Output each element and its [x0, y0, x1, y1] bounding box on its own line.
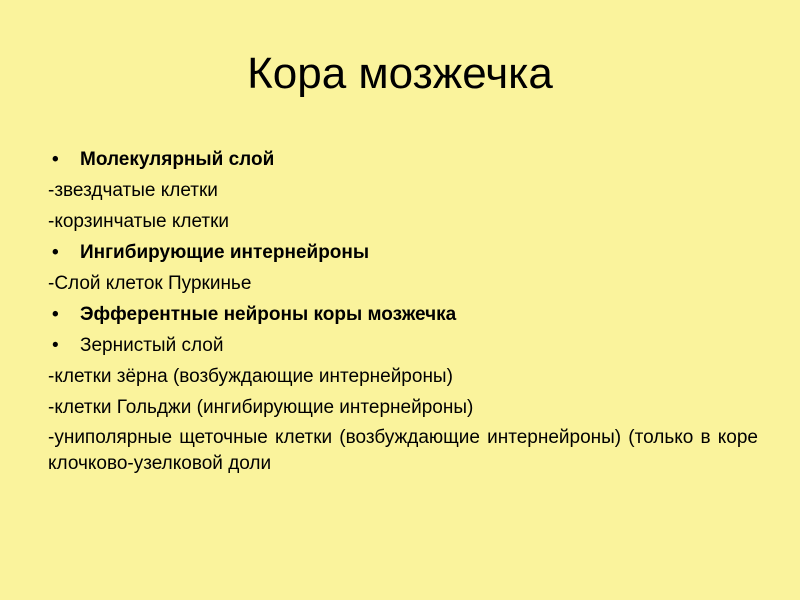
text-line-golgi-cells: -клетки Гольджи (ингибирующие интернейроны) — [48, 397, 474, 418]
bullet-item-granular-layer — [48, 330, 758, 361]
bullet-item-inhibitory-interneurons — [48, 237, 758, 268]
bullet-icon: • — [52, 304, 59, 325]
bullet-item-molecular-layer — [48, 144, 758, 175]
bullet-text: Эфферентные нейроны коры мозжечка — [80, 304, 457, 325]
text-line-unipolar-brush-cells: -униполярные щеточные клетки (возбуждающие интернейроны) (только в коре клочково-узелковой доли — [48, 427, 758, 474]
bullet-icon: • — [52, 335, 59, 356]
slide-body — [48, 144, 758, 477]
bullet-item-efferent-neurons — [48, 299, 758, 330]
slide-title: Кора мозжечка — [247, 49, 553, 98]
bullet-icon: • — [52, 149, 59, 170]
bullet-text: Молекулярный слой — [80, 149, 275, 170]
text-line-granule-cells: -клетки зёрна (возбуждающие интернейроны) — [48, 366, 453, 387]
bullet-text: Зернистый слой — [80, 335, 224, 356]
text-line-purkinje-layer: -Слой клеток Пуркинье — [48, 273, 252, 294]
text-line-stellate-cells: -звездчатые клетки — [48, 180, 218, 201]
bullet-icon: • — [52, 242, 59, 263]
text-line-basket-cells: -корзинчатые клетки — [48, 211, 230, 232]
bullet-text: Ингибирующие интернейроны — [80, 242, 370, 263]
